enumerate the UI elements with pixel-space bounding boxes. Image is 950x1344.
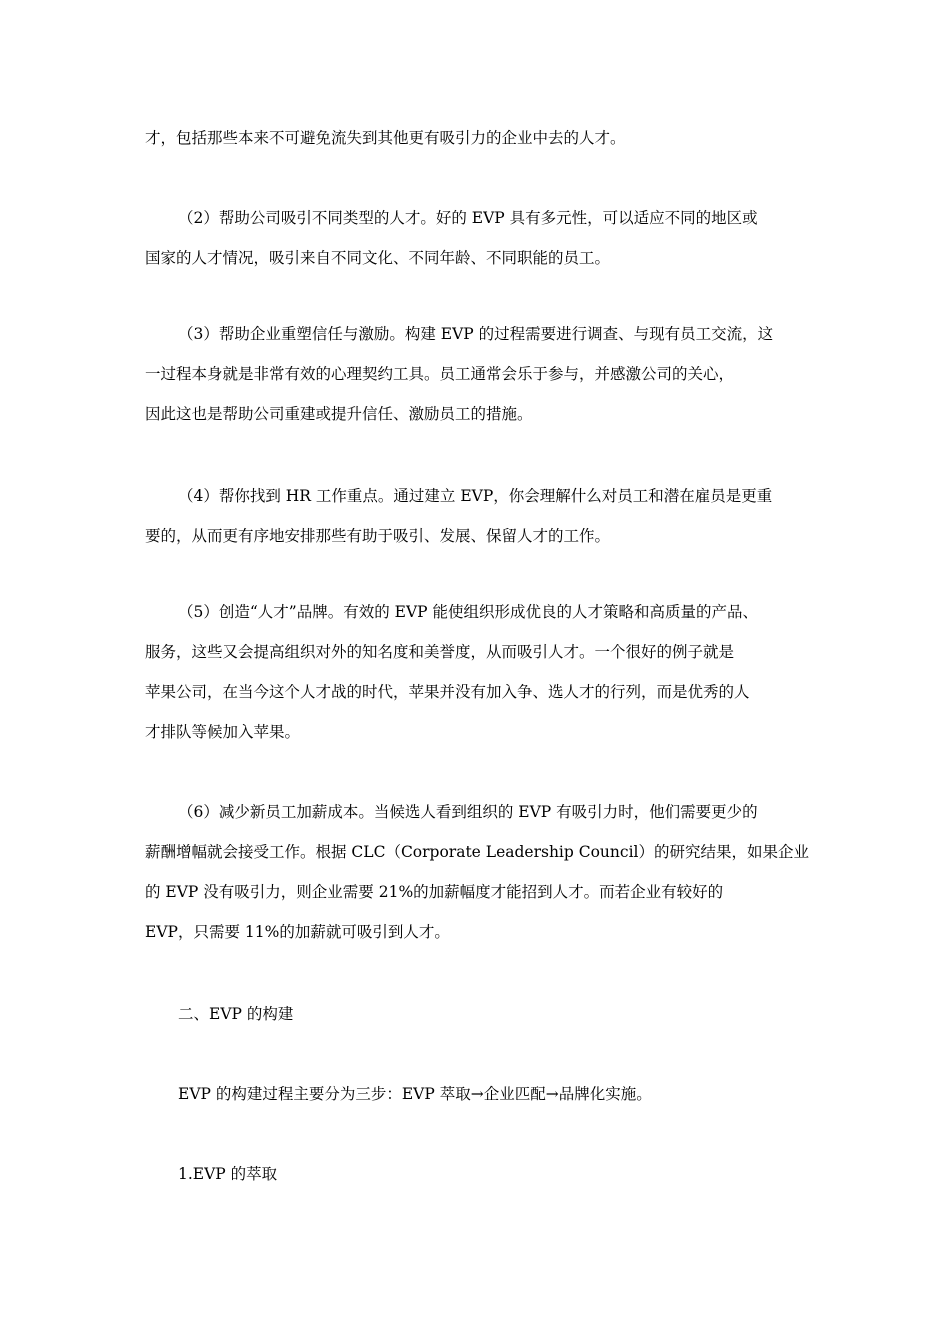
text-line: 才排队等候加入苹果。 — [145, 723, 301, 741]
text-line: 一过程本身就是非常有效的心理契约工具。员工通常会乐于参与，并感激公司的关心， — [145, 365, 735, 383]
paragraph-continuation — [145, 118, 810, 158]
text-line: （5）创造“人才”品牌。有效的 EVP 能使组织形成优良的人才策略和高质量的产品、 — [178, 603, 759, 621]
section-heading — [145, 994, 810, 1034]
paragraph-item-5 — [145, 592, 810, 752]
text-line: 服务，这些又会提高组织对外的知名度和美誉度，从而吸引人才。一个很好的例子就是 — [145, 643, 735, 661]
text-line: EVP 的构建过程主要分为三步：EVP 萃取→企业匹配→品牌化实施。 — [178, 1085, 652, 1103]
paragraph-item-4 — [145, 476, 810, 556]
text-line: 才，包括那些本来不可避免流失到其他更有吸引力的企业中去的人才。 — [145, 129, 626, 147]
text-line: （2）帮助公司吸引不同类型的人才。好的 EVP 具有多元性，可以适应不同的地区或 — [178, 209, 758, 227]
paragraph-intro — [145, 1074, 810, 1114]
text-line: EVP，只需要 11%的加薪就可吸引到人才。 — [145, 923, 450, 941]
text-line: （4）帮你找到 HR 工作重点。通过建立 EVP，你会理解什么对员工和潜在雇员是更重 — [178, 487, 773, 505]
text-line: 国家的人才情况，吸引来自不同文化、不同年龄、不同职能的员工。 — [145, 249, 611, 267]
paragraph-item-2 — [145, 198, 810, 278]
subsection-heading — [145, 1154, 810, 1194]
paragraph-item-6 — [145, 792, 810, 952]
paragraph-item-3 — [145, 314, 810, 434]
text-line: （6）减少新员工加薪成本。当候选人看到组织的 EVP 有吸引力时，他们需要更少的 — [178, 803, 758, 821]
text-line: 薪酬增幅就会接受工作。根据 CLC（Corporate Leadership Council）的研究结果，如果企业 — [145, 843, 809, 861]
text-line: （3）帮助企业重塑信任与激励。构建 EVP 的过程需要进行调查、与现有员工交流，这 — [178, 325, 774, 343]
heading-text: 二、EVP 的构建 — [178, 1005, 294, 1023]
text-line: 要的，从而更有序地安排那些有助于吸引、发展、保留人才的工作。 — [145, 527, 611, 545]
subheading-text: 1.EVP 的萃取 — [178, 1165, 278, 1183]
text-line: 因此这也是帮助公司重建或提升信任、激励员工的措施。 — [145, 405, 533, 423]
text-line: 苹果公司，在当今这个人才战的时代，苹果并没有加入争、选人才的行列，而是优秀的人 — [145, 683, 750, 701]
text-line: 的 EVP 没有吸引力，则企业需要 21%的加薪幅度才能招到人才。而若企业有较好的 — [145, 883, 724, 901]
